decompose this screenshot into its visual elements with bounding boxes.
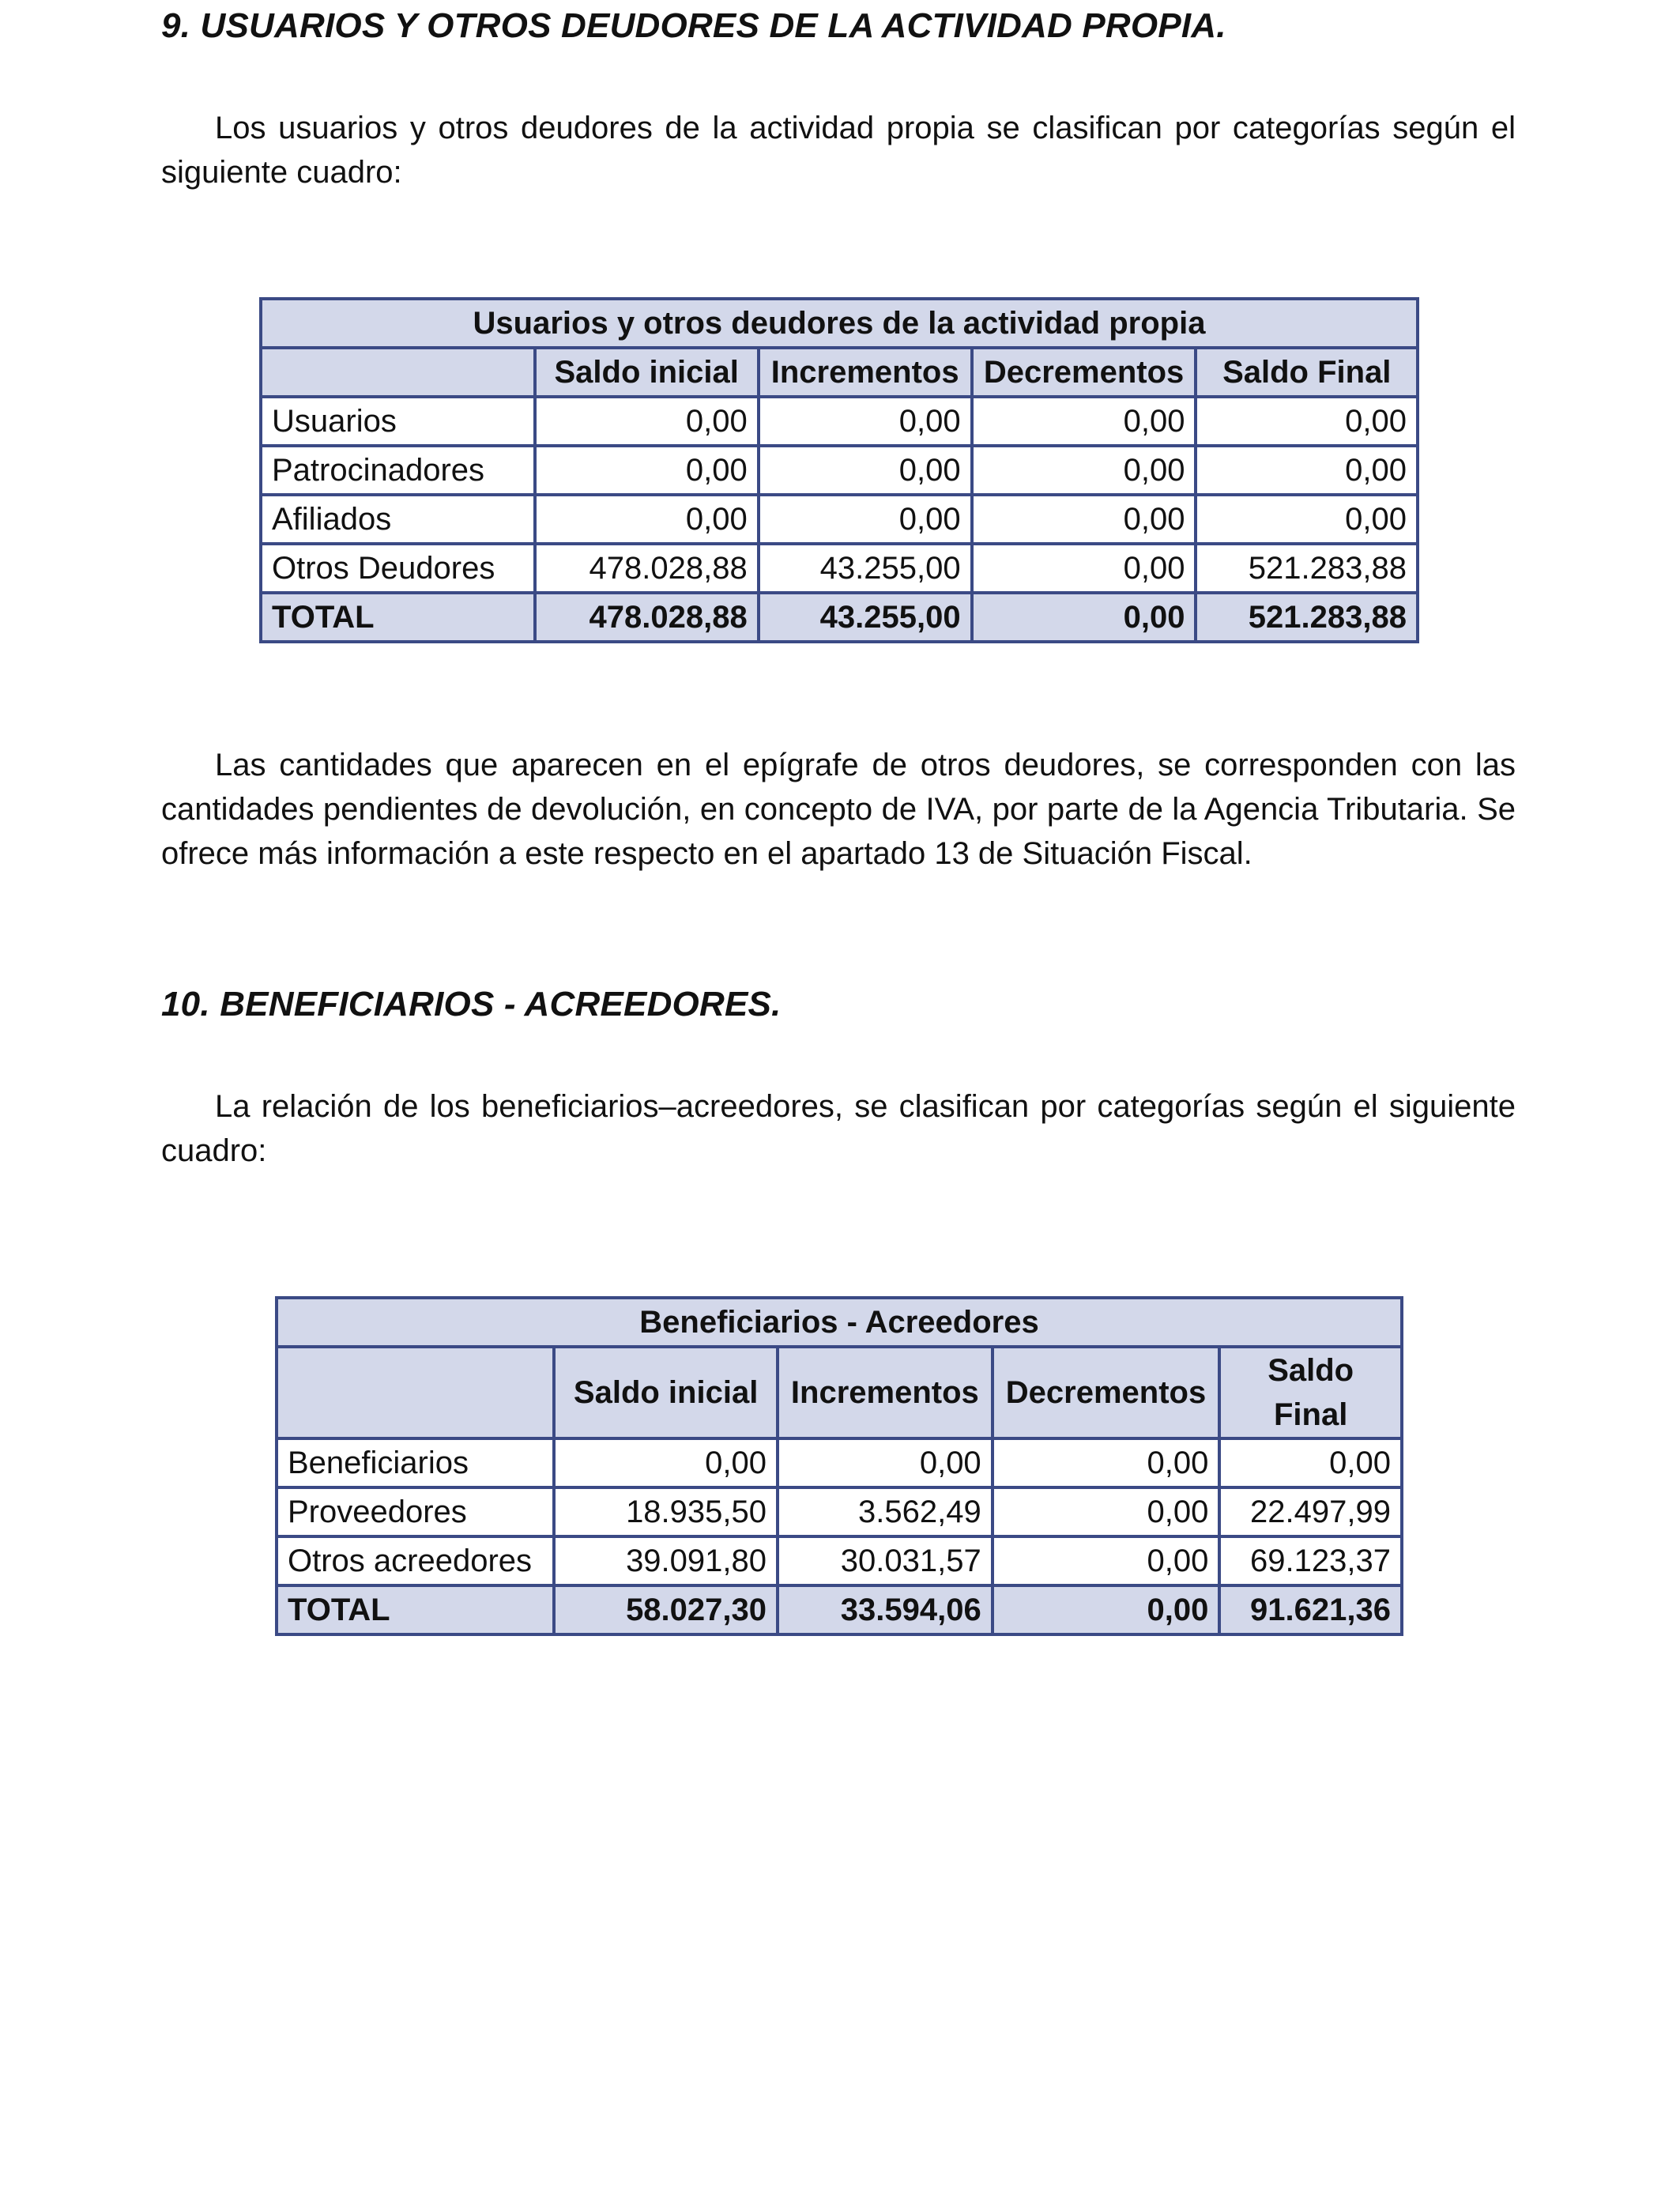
table-row xyxy=(277,1438,1402,1487)
section-9-intro: Los usuarios y otros deudores de la actividad propia se clasifican por categorías según el siguiente cuadro: xyxy=(161,111,1516,190)
cell-saldo-final: 0,00 xyxy=(1196,495,1418,544)
row-label: Beneficiarios xyxy=(277,1438,554,1487)
cell-saldo-final: 22.497,99 xyxy=(1219,1487,1402,1536)
header-incrementos: Incrementos xyxy=(759,348,972,397)
cell-decrementos: 0,00 xyxy=(972,495,1196,544)
table-row xyxy=(261,397,1418,446)
cell-saldo-final: 521.283,88 xyxy=(1196,544,1418,593)
table-title-row xyxy=(261,299,1418,348)
cell-incrementos: 0,00 xyxy=(759,397,972,446)
total-decrementos: 0,00 xyxy=(993,1585,1220,1634)
table-row xyxy=(277,1536,1402,1585)
row-label: Patrocinadores xyxy=(261,446,535,495)
table-row xyxy=(261,544,1418,593)
header-saldo-final: Saldo Final xyxy=(1219,1347,1402,1438)
row-label: Usuarios xyxy=(261,397,535,446)
cell-decrementos: 0,00 xyxy=(972,397,1196,446)
table-header-row xyxy=(277,1347,1402,1438)
header-cell-empty xyxy=(261,348,535,397)
table-header-row xyxy=(261,348,1418,397)
row-label: Afiliados xyxy=(261,495,535,544)
cell-incrementos: 0,00 xyxy=(759,495,972,544)
total-row xyxy=(261,593,1418,642)
cell-saldo-final: 69.123,37 xyxy=(1219,1536,1402,1585)
cell-saldo-inicial: 39.091,80 xyxy=(554,1536,778,1585)
header-saldo-inicial: Saldo inicial xyxy=(554,1347,778,1438)
row-label: Otros Deudores xyxy=(261,544,535,593)
row-label: Proveedores xyxy=(277,1487,554,1536)
cell-incrementos: 0,00 xyxy=(778,1438,993,1487)
cell-saldo-final: 0,00 xyxy=(1219,1438,1402,1487)
section-10-intro: La relación de los beneficiarios–acreedores, se clasifican por categorías según el siguiente cuadro: xyxy=(161,1089,1516,1168)
header-cell-empty xyxy=(277,1347,554,1438)
table-row xyxy=(277,1487,1402,1536)
cell-saldo-inicial: 0,00 xyxy=(554,1438,778,1487)
cell-incrementos: 0,00 xyxy=(759,446,972,495)
row-label: Otros acreedores xyxy=(277,1536,554,1585)
table-row xyxy=(261,495,1418,544)
header-incrementos: Incrementos xyxy=(778,1347,993,1438)
total-incrementos: 43.255,00 xyxy=(759,593,972,642)
cell-saldo-inicial: 0,00 xyxy=(535,495,759,544)
section-9-heading: 9. USUARIOS Y OTROS DEUDORES DE LA ACTIVIDAD PROPIA. xyxy=(161,6,1226,45)
section-10-heading: 10. BENEFICIARIOS - ACREEDORES. xyxy=(161,985,782,1023)
cell-saldo-inicial: 0,00 xyxy=(535,397,759,446)
cell-decrementos: 0,00 xyxy=(993,1487,1220,1536)
creditors-table xyxy=(275,1296,1403,1636)
cell-decrementos: 0,00 xyxy=(993,1438,1220,1487)
cell-saldo-final: 0,00 xyxy=(1196,397,1418,446)
debtors-table xyxy=(259,297,1419,643)
table-row xyxy=(261,446,1418,495)
table-title: Beneficiarios - Acreedores xyxy=(277,1298,1402,1347)
cell-saldo-inicial: 0,00 xyxy=(535,446,759,495)
header-saldo-inicial: Saldo inicial xyxy=(535,348,759,397)
section-9-note: Las cantidades que aparecen en el epígrafe de otros deudores, se corresponden con las cantidades pendientes de devolución, en concepto de IVA, por parte de la Agencia Tributaria. Se ofrece más información a este respecto en el apartado 13 de Situación Fiscal. xyxy=(161,748,1516,871)
cell-saldo-final: 0,00 xyxy=(1196,446,1418,495)
header-decrementos: Decrementos xyxy=(993,1347,1220,1438)
cell-decrementos: 0,00 xyxy=(993,1536,1220,1585)
total-saldo-final: 91.621,36 xyxy=(1219,1585,1402,1634)
cell-saldo-inicial: 18.935,50 xyxy=(554,1487,778,1536)
cell-incrementos: 3.562,49 xyxy=(778,1487,993,1536)
cell-saldo-inicial: 478.028,88 xyxy=(535,544,759,593)
total-saldo-inicial: 58.027,30 xyxy=(554,1585,778,1634)
total-row xyxy=(277,1585,1402,1634)
cell-incrementos: 30.031,57 xyxy=(778,1536,993,1585)
table-title: Usuarios y otros deudores de la actividad propia xyxy=(261,299,1418,348)
total-incrementos: 33.594,06 xyxy=(778,1585,993,1634)
cell-decrementos: 0,00 xyxy=(972,544,1196,593)
total-saldo-inicial: 478.028,88 xyxy=(535,593,759,642)
cell-decrementos: 0,00 xyxy=(972,446,1196,495)
total-decrementos: 0,00 xyxy=(972,593,1196,642)
total-label: TOTAL xyxy=(261,593,535,642)
header-decrementos: Decrementos xyxy=(972,348,1196,397)
header-saldo-final: Saldo Final xyxy=(1196,348,1418,397)
total-label: TOTAL xyxy=(277,1585,554,1634)
cell-incrementos: 43.255,00 xyxy=(759,544,972,593)
table-title-row xyxy=(277,1298,1402,1347)
total-saldo-final: 521.283,88 xyxy=(1196,593,1418,642)
